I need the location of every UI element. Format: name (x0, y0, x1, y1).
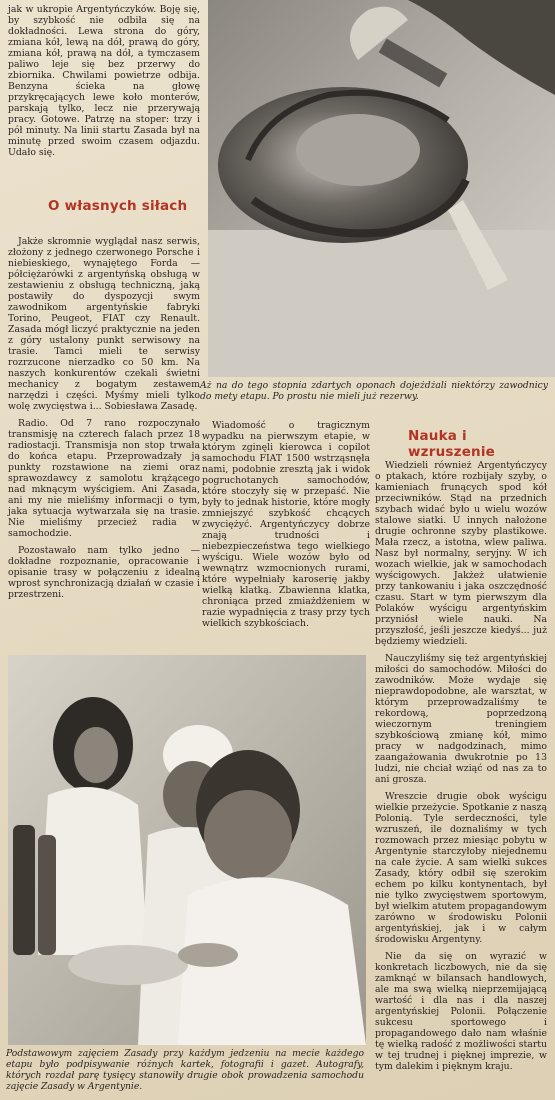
paragraph: Nauczyliśmy się też argentyńskiej miłości do samochodów. Miłości do zawodników. Może wydaje się nieprawdopodobne, ale warsztat, w którym przeprowadzaliśmy te rekordową, poprzedzoną wieczornym treningiem szybkościową zmianę kół, mimo pracy w nadgodzinach, mimo zaangażowania dwukrotnie po 13 ludzi, nie chciał wziąć od nas za to ani grosza. (375, 653, 547, 785)
caption-text: Aż na do tego stopnia zdartych oponach dojeżdżali niektórzy zawodnicy do mety etapu. Po prostu nie mieli już rezerwy. (200, 380, 548, 402)
caption-text: Podstawowym zajęciem Zasady przy każdym jedzeniu na mecie każdego etapu było podpisywanie różnych kartek, fotografii i gazet. Autografy, których rozdał parę tysięcy stanowiły drugie obok prowadzenia samochodu zajęcie Zasady w Argentynie. (6, 1048, 364, 1092)
paragraph: Radio. Od 7 rano rozpoczynało transmisję na czterech falach przez 18 radiostacji. Transmisja non stop trwała do końca etapu. Przeprowadzały ją punkty rozstawione na ziemi oraz sprawozdawcy z samolotu krążącego nad mknącym wyścigiem. Ani Zasada, ani my nie mieliśmy informacji o tym, jaka sytuacja wytwarzała się na trasie. Nie mieliśmy przecież radia w samochodzie. (8, 418, 200, 539)
article-column-left (8, 236, 200, 606)
photo-caption-autographs (6, 1048, 364, 1092)
paragraph: Wreszcie drugie obok wyścigu wielkie przeżycie. Spotkanie z naszą Polonią. Tyle serdeczności, tyle wzruszeń, ile doznaliśmy w tych rozmowach przez miesiąc pobytu w Argentynie starczyłoby niejednemu na całe życie. A sam wielki sukces Zasady, który odbił się szerokim echem po kilku kontynentach, był nie tylko zwycięstwem sportowym, był wielkim atutem propagandowym zarówno w środowisku Polonii argentyńskiej, jak i w całym środowisku Argentyny. (375, 791, 547, 945)
paragraph: Jakże skromnie wyglądał nasz serwis, złożony z jednego czerwonego Porsche i niebieskiego, wynajętego Forda — półciężarówki z argentyńską obsługą w zestawieniu z obsługą techniczną, jaką postawiły do dyspozycji swym zawodnikom argentyńskie fabryki Torino, Peugeot, FIAT czy Renault. Zasada mógł liczyć praktycznie na jeden z góry ustalony punkt serwisowy na trasie. Tamci mieli te serwisy rozrzucone nierzadko co 50 km. Na naszych konkurentów czekali świetni mechanicy z bogatym zestawem narzędzi i części. Myśmy mieli tylko wolę zwycięstwa i... Sobiesława Zasadę. (8, 236, 200, 412)
article-column-left-top (8, 4, 200, 164)
paragraph: jak w ukropie Argentyńczyków. Boję się, by szybkość nie odbiła się na dokładności. Lewa strona do góry, zmiana kół, lewą na dół, prawą do góry, zmiana kół, prawą na dół, a tymczasem paliwo leje się bez przerwy do zbiornika. Chwilami powietrze odbija. Benzyna ścieka na głowę przykręcających lewe koło monterów, parskają tylko, lecz nie przerywają pracy. Gotowe. Patrzę na stoper: trzy i pół minuty. Na linii startu Zasada był na minutę przed swoim czasem odjazdu. Udało się. (8, 4, 200, 158)
photo-worn-tire (208, 0, 555, 377)
paragraph: Wiedzieli również Argentyńczycy o ptakach, które rozbijały szyby, o kamieniach frunących spod kół przeciwników. Stąd na przednich szybach widać było u wielu wozów stalowe siatki. U innych nałożone drugie ochronne szyby plastikowe. Mała rzecz, a istotna, wlew paliwa. Nasz był normalny, seryjny. W ich wozach wielkie, jak w samochodach wyścigowych. Jakżeż ułatwienie przy tankowaniu i jaka oszczędność czasu. Start w tym pierwszym dla Polaków wyścigu argentyńskim przyniósł wiele nauki. Na przyszłość, jeśli jeszcze kiedyś... już będziemy wiedzieli. (375, 460, 547, 647)
paragraph: Nie da się on wyrazić w konkretach liczbowych, nie da się zamknąć w bilansach handlowych, ale ma swą wielką nieprzemijającą wartość i dla nas i dla naszej argentyńskiej Polonii. Połączenie sukcesu sportowego i propagandowego dało nam właśnie tę wielką radość z możliwości startu w tej trudnej i pięknej imprezie, w tym dalekim i pięknym kraju. (375, 951, 547, 1072)
paragraph: Wiadomość o tragicznym wypadku na pierwszym etapie, w którym zginęli kierowca i copilot samochodu FIAT 1500 wstrząsnęła nami, podobnie zresztą jak i widok pogruchotanych samochodów, które stoczyły się w przepaść. Nie były to jednak historie, które mogły zmniejszyć szybkość chcących zwyciężyć. Argentyńczycy dobrze znają trudności i niebezpieczeństwa tego wielkiego wyścigu. Wiele wozów było od wewnątrz wzmocnionych rurami, które wypełniały karoserię jakby wielką klatką. Zbawienna klatka, chroniąca przed zmiażdżeniem w razie wypadnięcia z trasy przy tych wielkich szybkościach. (202, 420, 370, 629)
photo-autographs (8, 655, 366, 1045)
section-heading-learning: Nauka i wzruszenie (408, 428, 496, 460)
section-heading-own-strength: O własnych siłach (48, 198, 188, 214)
article-column-right (375, 460, 547, 1078)
article-column-middle (202, 420, 370, 635)
photo-caption-tire (200, 380, 548, 402)
paragraph: Pozostawało nam tylko jedno — dokładne rozpoznanie, opracowanie i opisanie trasy w połączeniu z idealną wprost synchronizacją działań w czasie i przestrzeni. (8, 545, 200, 600)
